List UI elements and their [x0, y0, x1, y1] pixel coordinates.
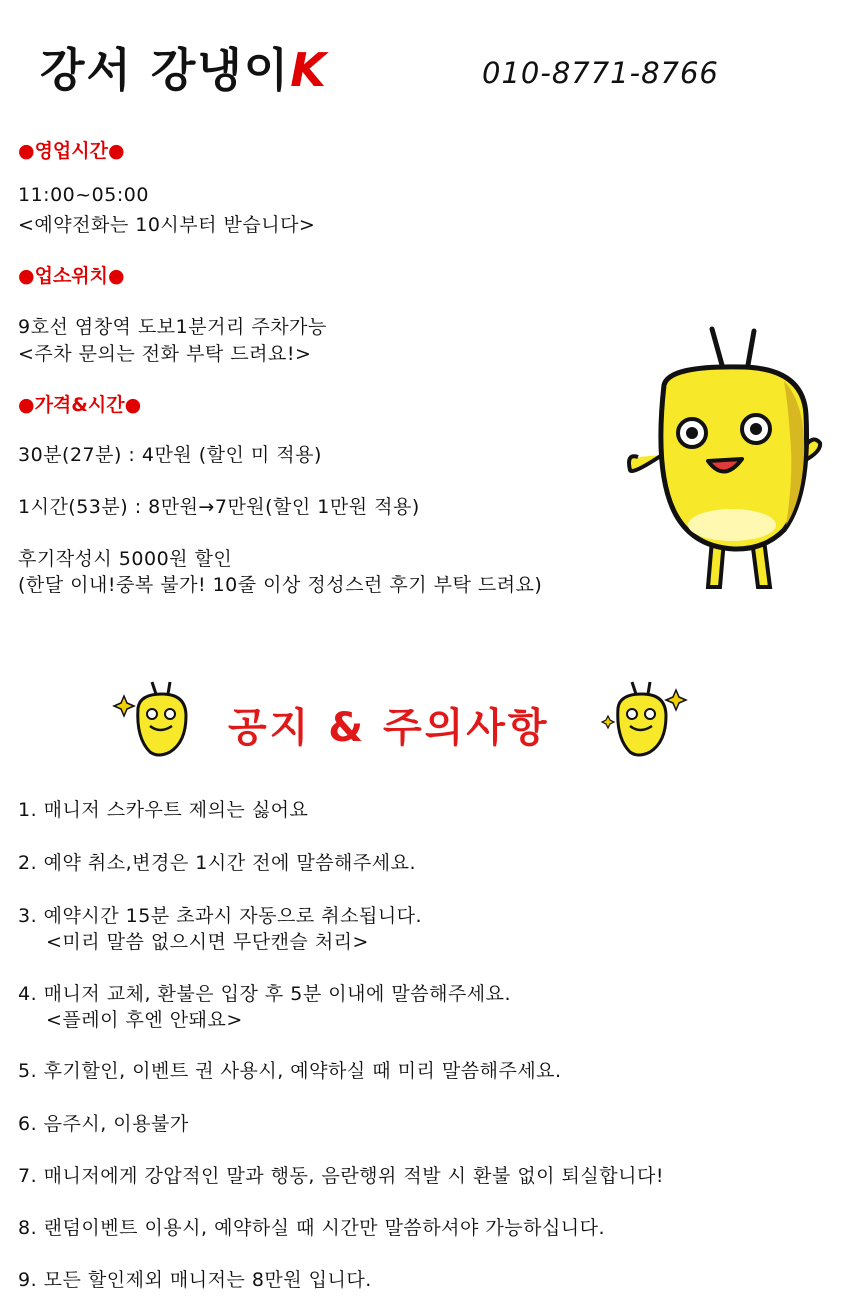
price-line-1: 30분(27분) : 4만원 (할인 미 적용) [18, 444, 322, 466]
location-line-2: <주차 문의는 전화 부탁 드려요!> [18, 343, 312, 365]
corn-mascot-icon [624, 325, 824, 605]
rule-item-1: 1. 매니저 스카우트 제의는 싫어요 [18, 799, 309, 821]
title-text: 강서 강냉이 [40, 43, 291, 97]
sparkle-icon [114, 696, 134, 716]
price-heading: ●가격&시간● [18, 394, 142, 416]
location-heading: ●업소위치● [18, 265, 125, 287]
rule-item-2: 2. 예약 취소,변경은 1시간 전에 말씀해주세요. [18, 852, 417, 874]
rule-item-7: 7. 매니저에게 강압적인 말과 행동, 음란행위 적발 시 환불 없이 퇴실합니다! [18, 1165, 664, 1187]
rule-item-6: 6. 음주시, 이용불가 [18, 1113, 189, 1135]
phone-number: 010-8771-8766 [482, 56, 719, 90]
title-accent: K [290, 43, 328, 97]
sparkle-icon [602, 716, 614, 728]
rule-item-8: 8. 랜덤이벤트 이용시, 예약하실 때 시간만 말씀하셔야 가능하십니다. [18, 1217, 606, 1239]
price-line-2: 1시간(53분) : 8만원→7만원(할인 1만원 적용) [18, 496, 420, 518]
rule-item-3: 3. 예약시간 15분 초과시 자동으로 취소됩니다. [18, 905, 423, 927]
hours-heading: ●영업시간● [18, 140, 125, 162]
hours-line-2: <예약전화는 10시부터 받습니다> [18, 214, 316, 236]
rule-item-4: 4. 매니저 교체, 환불은 입장 후 5분 이내에 말씀해주세요. [18, 983, 512, 1005]
corn-mascot-mini-icon-right [598, 672, 688, 762]
location-line-1: 9호선 염창역 도보1분거리 주차가능 [18, 316, 327, 338]
hours-line-1: 11:00~05:00 [18, 184, 149, 206]
rule-item-4-sub: <플레이 후엔 안돼요> [46, 1009, 243, 1031]
price-line-4: (한달 이내!중복 불가! 10줄 이상 정성스런 후기 부탁 드려요) [18, 574, 543, 596]
rule-item-3-sub: <미리 말씀 없으시면 무단캔슬 처리> [46, 931, 369, 953]
notice-title: 공지 & 주의사항 [228, 705, 550, 751]
page-title [40, 34, 328, 100]
rule-item-5: 5. 후기할인, 이벤트 권 사용시, 예약하실 때 미리 말씀해주세요. [18, 1060, 562, 1082]
rule-item-9: 9. 모든 할인제외 매니저는 8만원 입니다. [18, 1269, 372, 1291]
price-line-3: 후기작성시 5000원 할인 [18, 548, 233, 570]
sparkle-icon [666, 690, 686, 710]
corn-mascot-mini-icon-left [112, 672, 202, 762]
